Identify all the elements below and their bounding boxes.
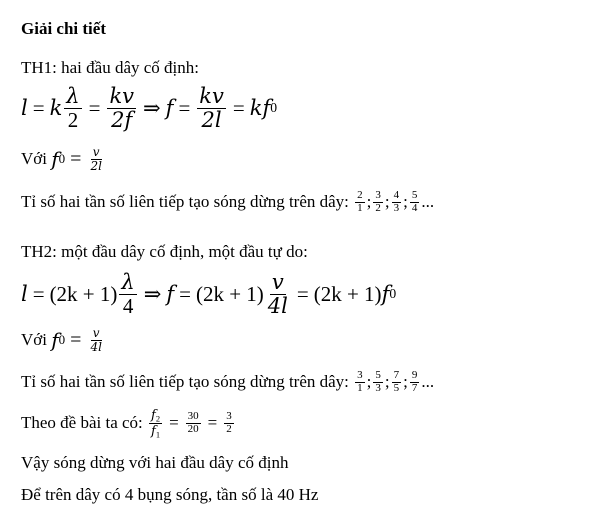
- conclusion-line-2: Để trên dây có 4 bụng sóng, tần số là 40 Hz: [21, 485, 319, 504]
- th2-equation: l = (2k + 1) $\frac{\lambda}{4}$ ⇒ f = (2k + 1) $\frac{v}{4l}$ = (2k + 1) f 0: [21, 270, 397, 318]
- conclusion-line-1: Vậy sóng dừng với hai đầu dây cố định: [21, 453, 289, 472]
- th1-equation: l = k $\frac{\lambda}{2}$ = $\frac{kv}{2f}$ ⇒ f = $\frac{kv}{2l}$ = kf 0: [21, 84, 278, 132]
- heading: Giải chi tiết: [21, 19, 106, 38]
- th1-f0-definition: Với f 0 = $\frac{v}{2l}$: [21, 144, 102, 173]
- th2-label: TH2: một đầu dây cố định, một đầu tự do:: [21, 242, 308, 261]
- th1-ratio-line: Tỉ số hai tần số liên tiếp tạo sóng dừng trên dây: $\frac{2}{1}$ ; $\frac{3}{2}$ ; $\frac{4}{3}$ ; $\frac{5}{4}$ ...: [21, 188, 435, 214]
- th2-ratio-line: Tỉ số hai tần số liên tiếp tạo sóng dừng trên dây: $\frac{3}{1}$ ; $\frac{5}{3}$ ; $\frac{7}{5}$ ; $\frac{9}{7}$ ...: [21, 368, 435, 394]
- given-ratio-line: Theo đề bài ta có: $\frac{f_2}{f_1}$ = $\frac{30}{20}$ = $\frac{3}{2}$: [21, 407, 232, 440]
- th2-f0-definition: Với f 0 = $\frac{v}{4l}$: [21, 325, 102, 354]
- th1-label: TH1: hai đầu dây cố định:: [21, 58, 199, 77]
